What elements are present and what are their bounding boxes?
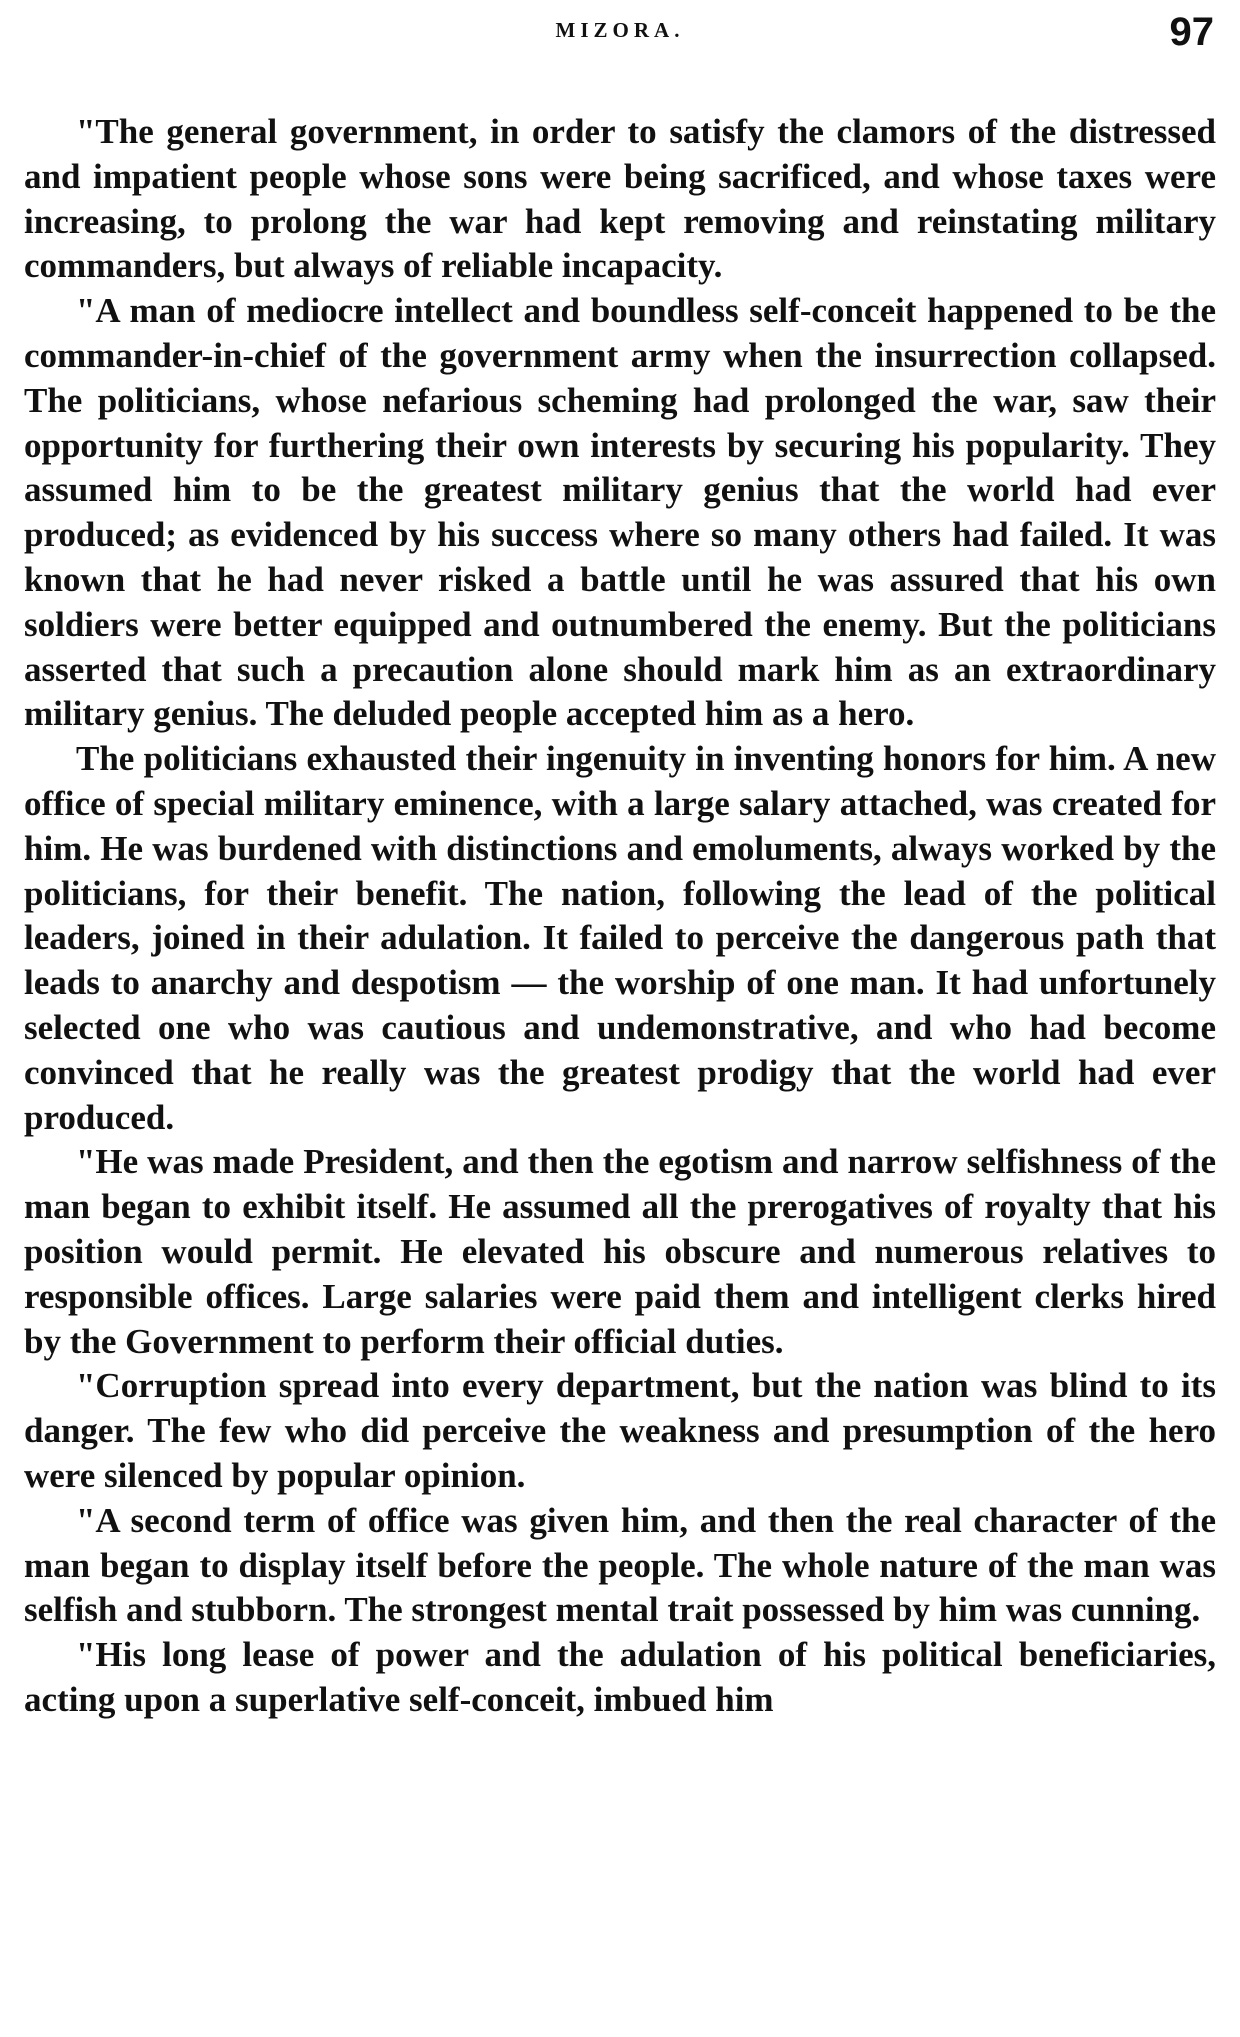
page-number: 97 bbox=[1169, 10, 1214, 54]
paragraph-5: "Corruption spread into every department, but the nation was blind to its danger. The few who did perceive the weakness and presumption of the hero were silenced by popular opinion. bbox=[24, 1366, 1216, 1495]
paragraph-7: "His long lease of power and the adulation of his political beneficiaries, acting upon a superlative self-conceit, imbued him bbox=[24, 1635, 1216, 1719]
paragraph-6: "A second term of office was given him, and then the real character of the man began to display itself before the people. The whole nature of the man was selfish and stubborn. The strongest mental trait possessed by him was cunning. bbox=[24, 1500, 1216, 1630]
paragraph-4: "He was made President, and then the egotism and narrow selfishness of the man began to exhibit itself. He assumed all the prerogatives of royalty that his position would permit. He elevated his obscure and numerous relatives to responsible offices. Large salaries were paid them and intelligent clerks hired by the Government to perform their official duties. bbox=[24, 1142, 1216, 1361]
paragraph-3: The politicians exhausted their ingenuity in inventing honors for him. A new office of special military eminence, with a large salary attached, was created for him. He was burdened with distinctions and emoluments, always worked by the politicians, for their benefit. The nation, following the lead of the political leaders, joined in their adulation. It failed to perceive the dangerous path that leads to anarchy and despotism — the worship of one man. It had unfortunely selected one who was cautious and undemonstrative, and who had become convinced that he really was the greatest prodigy that the world had ever produced. bbox=[24, 739, 1216, 1137]
body-text bbox=[24, 110, 1216, 1723]
running-title: MIZORA. bbox=[555, 18, 685, 42]
running-head bbox=[0, 10, 1240, 60]
paragraph-1: "The general government, in order to satisfy the clamors of the distressed and impatient people whose sons were being sacrificed, and whose taxes were increasing, to prolong the war had kept removing and reinstating military commanders, but always of reliable incapacity. bbox=[24, 112, 1216, 286]
paragraph-2: "A man of mediocre intellect and boundless self-conceit happened to be the commander-in-chief of the government army when the insurrection collapsed. The politicians, whose nefarious scheming had prolonged the war, saw their opportunity for furthering their own interests by securing his popularity. They assumed him to be the greatest military genius that the world had ever produced; as evidenced by his success where so many others had failed. It was known that he had never risked a battle until he was assured that his own soldiers were better equipped and outnumbered the enemy. But the politicians asserted that such a precaution alone should mark him as an extraordinary military genius. The deluded people accepted him as a hero. bbox=[24, 291, 1216, 734]
